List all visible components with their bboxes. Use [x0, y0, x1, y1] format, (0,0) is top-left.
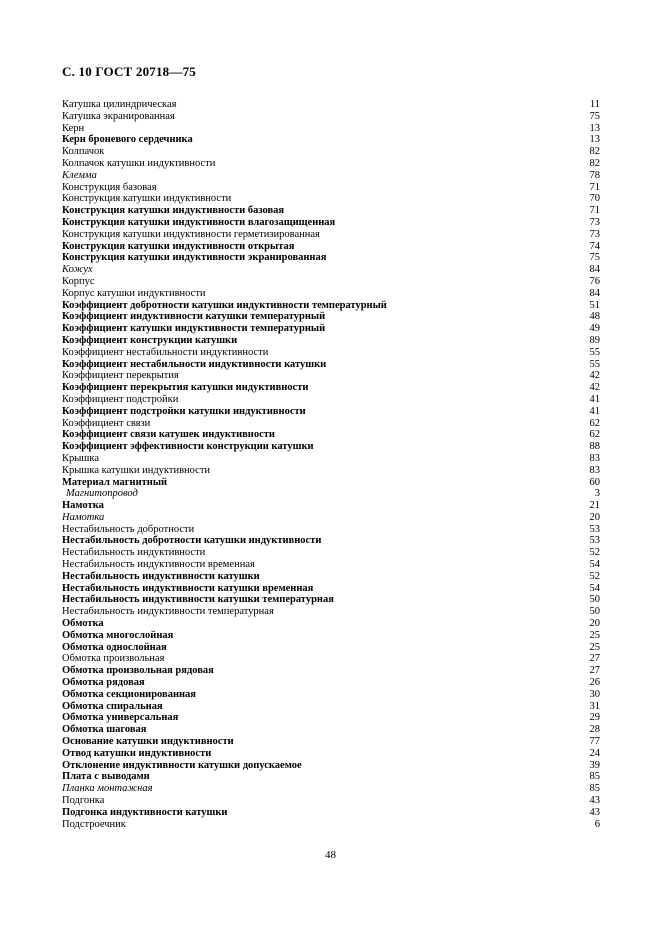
index-entry [62, 205, 600, 217]
page-number: 48 [325, 849, 336, 861]
index-entry [62, 134, 600, 146]
index-page-ref: 20 [589, 511, 600, 523]
index-term: Нестабильность индуктивности катушки временная [62, 582, 314, 594]
index-page-ref: 52 [589, 547, 600, 559]
index-entry [62, 795, 600, 807]
index-term: Нестабильность индуктивности временная [62, 559, 255, 571]
index-entry [62, 382, 600, 394]
index-term: Обмотка [62, 618, 104, 630]
index-entry [62, 783, 600, 795]
index-entry [62, 406, 600, 418]
index-term: Катушка экранированная [62, 110, 175, 122]
index-page-ref: 77 [589, 736, 600, 748]
index-entry [62, 488, 600, 500]
index-entry [62, 241, 600, 253]
index-term: Обмотка произвольная рядовая [62, 665, 214, 677]
index-entry [62, 512, 600, 524]
index-entry [62, 465, 600, 477]
index-page-ref: 11 [589, 99, 600, 110]
index-term: Конструкция катушки индуктивности открытая [62, 240, 295, 252]
index-term: Конструкция катушки индуктивности [62, 193, 232, 205]
index-entry [62, 418, 600, 430]
index-entry [62, 571, 600, 583]
index-term: Нестабильность добротности [62, 523, 195, 535]
index-entry [62, 347, 600, 359]
index-term: Отвод катушки индуктивности [62, 747, 212, 759]
index-entry [62, 594, 600, 606]
index-page-ref: 21 [589, 500, 600, 512]
index-term: Корпус катушки индуктивности [62, 287, 206, 299]
index-term: Обмотка шаговая [62, 724, 147, 736]
index-entry [62, 712, 600, 724]
index-page-ref: 76 [589, 275, 600, 287]
index-entry [62, 583, 600, 595]
index-entry [62, 359, 600, 371]
index-page-ref: 62 [589, 429, 600, 441]
index-entry [62, 170, 600, 182]
index-term: Колпачок катушки индуктивности [62, 157, 216, 169]
index-entry [62, 642, 600, 654]
index-term: Нестабильность индуктивности температурная [62, 606, 274, 618]
index-term: Обмотка рядовая [62, 677, 145, 689]
index-entry [62, 123, 600, 135]
index-page-ref: 62 [589, 417, 600, 429]
index-term: Коэффициент катушки индуктивности температурный [62, 323, 326, 335]
index-page-ref: 27 [589, 665, 600, 677]
index-page-ref: 43 [589, 806, 600, 818]
index-term: Обмотка универсальная [62, 712, 179, 724]
index-entry [62, 288, 600, 300]
index-page-ref: 48 [589, 311, 600, 323]
index-term: Намотка [62, 511, 105, 523]
index-page-ref: 29 [589, 712, 600, 724]
index-page-ref: 49 [589, 323, 600, 335]
index-term: Клемма [62, 169, 97, 181]
index-page-ref: 6 [594, 818, 600, 830]
index-term: Кожух [62, 264, 93, 276]
index-term: Коэффициент связи [62, 417, 151, 429]
index-page-ref: 74 [589, 240, 600, 252]
index-term: Конструкция катушки индуктивности базовая [62, 205, 285, 217]
index-entry [62, 665, 600, 677]
index-page-ref: 73 [589, 228, 600, 240]
index-page-ref: 78 [589, 169, 600, 181]
index-entry [62, 146, 600, 158]
index-term: Конструкция катушки индуктивности экранированная [62, 252, 327, 264]
index-entry [62, 524, 600, 536]
index-term: Коэффициент конструкции катушки [62, 334, 238, 346]
index-term: Коэффициент перекрытия катушки индуктивности [62, 382, 309, 394]
index-term: Обмотка секционированная [62, 688, 196, 700]
index-term: Обмотка спиральная [62, 700, 163, 712]
index-page-ref: 82 [589, 157, 600, 169]
index-term: Коэффициент подстройки катушки индуктивности [62, 405, 306, 417]
index-entry [62, 618, 600, 630]
index-entry [62, 453, 600, 465]
index-page-ref: 73 [589, 216, 600, 228]
index-entry [62, 300, 600, 312]
index-page-ref: 25 [589, 629, 600, 641]
index-term: Материал магнитный [62, 476, 168, 488]
index-page-ref: 39 [589, 759, 600, 771]
index-term: Крышка [62, 452, 99, 464]
index-page-ref: 83 [589, 464, 600, 476]
index-term: Катушка цилиндрическая [62, 99, 177, 110]
index-page-ref: 13 [589, 122, 600, 134]
index-entry [62, 630, 600, 642]
index-page-ref: 26 [589, 677, 600, 689]
index-page-ref: 84 [589, 287, 600, 299]
index-page-ref: 20 [589, 618, 600, 630]
index-term: Магнитопровод [66, 488, 138, 500]
index-entry [62, 477, 600, 489]
index-page-ref: 88 [589, 441, 600, 453]
index-page-ref: 82 [589, 146, 600, 158]
index-entry [62, 819, 600, 831]
index-page-ref: 28 [589, 724, 600, 736]
index-page-ref: 53 [589, 523, 600, 535]
index-term: Керн броневого сердечника [62, 134, 193, 146]
index-entry [62, 193, 600, 205]
index-term: Керн [62, 122, 85, 134]
index-entry [62, 111, 600, 123]
index-term: Конструкция катушки индуктивности герметизированная [62, 228, 320, 240]
index-page-ref: 89 [589, 334, 600, 346]
index-term: Подгонка индуктивности катушки [62, 806, 228, 818]
index-page-ref: 71 [589, 205, 600, 217]
index-entry [62, 748, 600, 760]
index-entry [62, 677, 600, 689]
index-page-ref: 42 [589, 382, 600, 394]
index-entry [62, 335, 600, 347]
term-index-list [62, 99, 600, 830]
index-entry [62, 736, 600, 748]
index-term: Обмотка однослойная [62, 641, 167, 653]
index-term: Намотка [62, 500, 104, 512]
index-term: Коэффициент нестабильности индуктивности [62, 346, 269, 358]
index-page-ref: 70 [589, 193, 600, 205]
index-entry [62, 807, 600, 819]
index-entry [62, 252, 600, 264]
index-entry [62, 229, 600, 241]
index-term: Обмотка произвольная [62, 653, 165, 665]
index-entry [62, 182, 600, 194]
index-term: Обмотка многослойная [62, 629, 174, 641]
index-entry [62, 771, 600, 783]
index-page-ref: 43 [589, 795, 600, 807]
index-term: Коэффициент индуктивности катушки температурный [62, 311, 326, 323]
index-term: Подстроечник [62, 818, 126, 830]
index-entry [62, 606, 600, 618]
index-term: Коэффициент связи катушек индуктивности [62, 429, 275, 441]
index-page-ref: 42 [589, 370, 600, 382]
index-page-ref: 25 [589, 641, 600, 653]
index-entry [62, 429, 600, 441]
index-entry [62, 276, 600, 288]
index-term: Подгонка [62, 795, 105, 807]
index-entry [62, 441, 600, 453]
index-term: Нестабильность добротности катушки индуктивности [62, 535, 322, 547]
page-header: С. 10 ГОСТ 20718—75 [62, 64, 196, 79]
index-term: Планка монтажная [62, 783, 153, 795]
index-entry [62, 724, 600, 736]
index-term: Конструкция базовая [62, 181, 157, 193]
index-term: Основание катушки индуктивности [62, 736, 234, 748]
index-entry [62, 701, 600, 713]
index-entry [62, 323, 600, 335]
index-page-ref: 75 [589, 252, 600, 264]
index-term: Нестабильность индуктивности катушки [62, 570, 260, 582]
index-entry [62, 217, 600, 229]
index-page-ref: 24 [589, 747, 600, 759]
index-page-ref: 30 [589, 688, 600, 700]
index-page-ref: 85 [589, 771, 600, 783]
index-entry [62, 99, 600, 111]
index-page-ref: 50 [589, 594, 600, 606]
index-entry [62, 264, 600, 276]
index-page-ref: 54 [589, 559, 600, 571]
index-term: Плата с выводами [62, 771, 150, 783]
index-page-ref: 53 [589, 535, 600, 547]
index-term: Отклонение индуктивности катушки допускаемое [62, 759, 302, 771]
index-page-ref: 55 [589, 358, 600, 370]
index-term: Конструкция катушки индуктивности влагозащищенная [62, 216, 336, 228]
index-entry [62, 653, 600, 665]
index-term: Коэффициент подстройки [62, 393, 179, 405]
index-entry [62, 311, 600, 323]
index-entry [62, 689, 600, 701]
index-page-ref: 41 [589, 393, 600, 405]
index-page-ref: 55 [589, 346, 600, 358]
index-entry [62, 370, 600, 382]
index-page-ref: 41 [589, 405, 600, 417]
index-term: Колпачок [62, 146, 105, 158]
index-entry [62, 500, 600, 512]
index-page-ref: 52 [589, 570, 600, 582]
index-page-ref: 51 [589, 299, 600, 311]
index-page-ref: 27 [589, 653, 600, 665]
index-term: Коэффициент эффективности конструкции катушки [62, 441, 314, 453]
index-term: Нестабильность индуктивности [62, 547, 206, 559]
index-term: Коэффициент добротности катушки индуктивности температурный [62, 299, 387, 311]
index-page-ref: 3 [594, 488, 600, 500]
index-page-ref: 84 [589, 264, 600, 276]
index-page-ref: 13 [589, 134, 600, 146]
index-page-ref: 50 [589, 606, 600, 618]
index-term: Коэффициент нестабильности индуктивности катушки [62, 358, 327, 370]
index-page-ref: 54 [589, 582, 600, 594]
index-page-ref: 31 [589, 700, 600, 712]
index-term: Коэффициент перекрытия [62, 370, 179, 382]
index-term: Корпус [62, 275, 95, 287]
index-page-ref: 83 [589, 452, 600, 464]
index-term: Крышка катушки индуктивности [62, 464, 211, 476]
index-entry [62, 547, 600, 559]
index-entry [62, 394, 600, 406]
index-term: Нестабильность индуктивности катушки температурная [62, 594, 334, 606]
index-entry [62, 535, 600, 547]
index-entry [62, 158, 600, 170]
index-page-ref: 75 [589, 110, 600, 122]
index-entry [62, 559, 600, 571]
index-page-ref: 71 [589, 181, 600, 193]
index-entry [62, 760, 600, 772]
index-page-ref: 85 [589, 783, 600, 795]
index-page-ref: 60 [589, 476, 600, 488]
